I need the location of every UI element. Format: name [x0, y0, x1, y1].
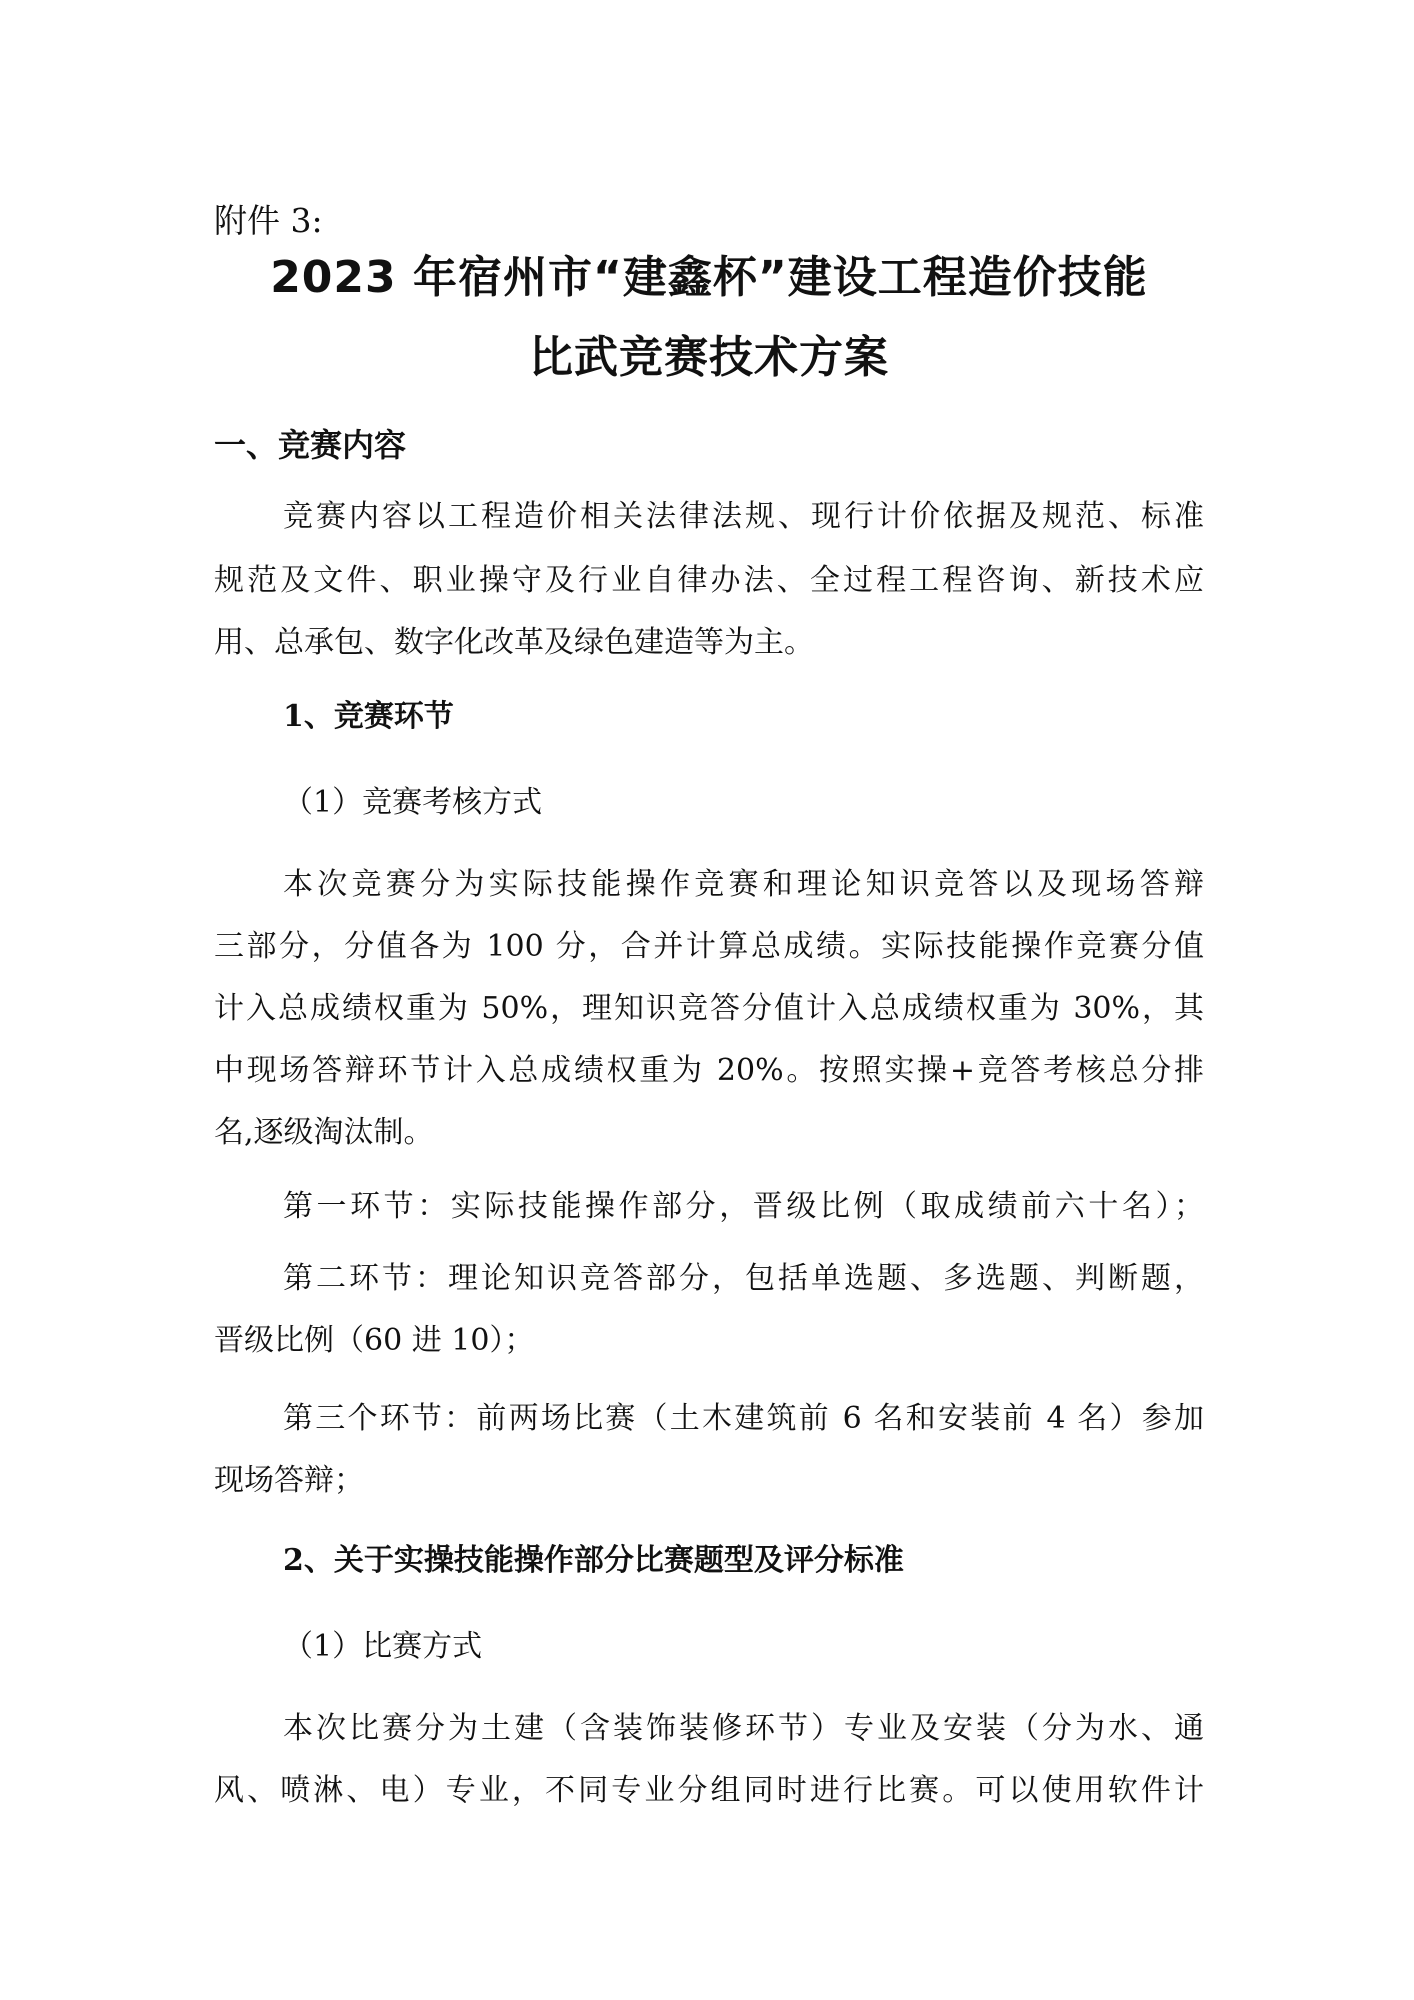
- item-heading-competition-format: （1）比赛方式: [283, 1629, 483, 1664]
- stage-three-text-cont: 现场答辩；: [214, 1463, 364, 1498]
- stage-two-text: 第二环节：理论知识竞答部分，包括单选题、多选题、判断题，: [283, 1261, 1204, 1296]
- document-title-line-1: 2023 年宿州市“建鑫杯”建设工程造价技能: [270, 252, 1148, 303]
- stage-one-text: 第一环节：实际技能操作部分，晋级比例（取成绩前六十名）；: [283, 1189, 1204, 1224]
- document-title-line-2: 比武竞赛技术方案: [529, 332, 889, 383]
- paragraph-line: 中现场答辩环节计入总成绩权重为 20%。按照实操+竞答考核总分排: [214, 1053, 1204, 1088]
- paragraph-line: 用、总承包、数字化改革及绿色建造等为主。: [214, 625, 814, 660]
- section-heading-competition-content: 一、竞赛内容: [214, 426, 407, 464]
- paragraph-line: 本次比赛分为土建（含装饰装修环节）专业及安装（分为水、通: [283, 1711, 1204, 1746]
- paragraph-line: 三部分，分值各为 100 分，合并计算总成绩。实际技能操作竞赛分值: [214, 929, 1204, 964]
- paragraph-line: 风、喷淋、电）专业，不同专业分组同时进行比赛。可以使用软件计: [214, 1773, 1204, 1808]
- subsection-heading-competition-stages: 1、竞赛环节: [283, 699, 454, 734]
- subsection-heading-practical-skills: 2、关于实操技能操作部分比赛题型及评分标准: [283, 1543, 904, 1578]
- paragraph-line: 竞赛内容以工程造价相关法律法规、现行计价依据及规范、标准: [283, 499, 1204, 534]
- stage-two-text-cont: 晋级比例（60 进 10）；: [214, 1323, 535, 1358]
- paragraph-line: 规范及文件、职业操守及行业自律办法、全过程工程咨询、新技术应: [214, 563, 1204, 598]
- paragraph-line: 计入总成绩权重为 50%，理知识竞答分值计入总成绩权重为 30%，其: [214, 991, 1204, 1026]
- attachment-label: 附件 3:: [214, 201, 323, 240]
- stage-three-text: 第三个环节：前两场比赛（土木建筑前 6 名和安装前 4 名）参加: [283, 1401, 1204, 1436]
- item-heading-assessment-method: （1）竞赛考核方式: [283, 785, 543, 820]
- paragraph-line: 名,逐级淘汰制。: [214, 1115, 434, 1150]
- paragraph-line: 本次竞赛分为实际技能操作竞赛和理论知识竞答以及现场答辩: [283, 867, 1204, 902]
